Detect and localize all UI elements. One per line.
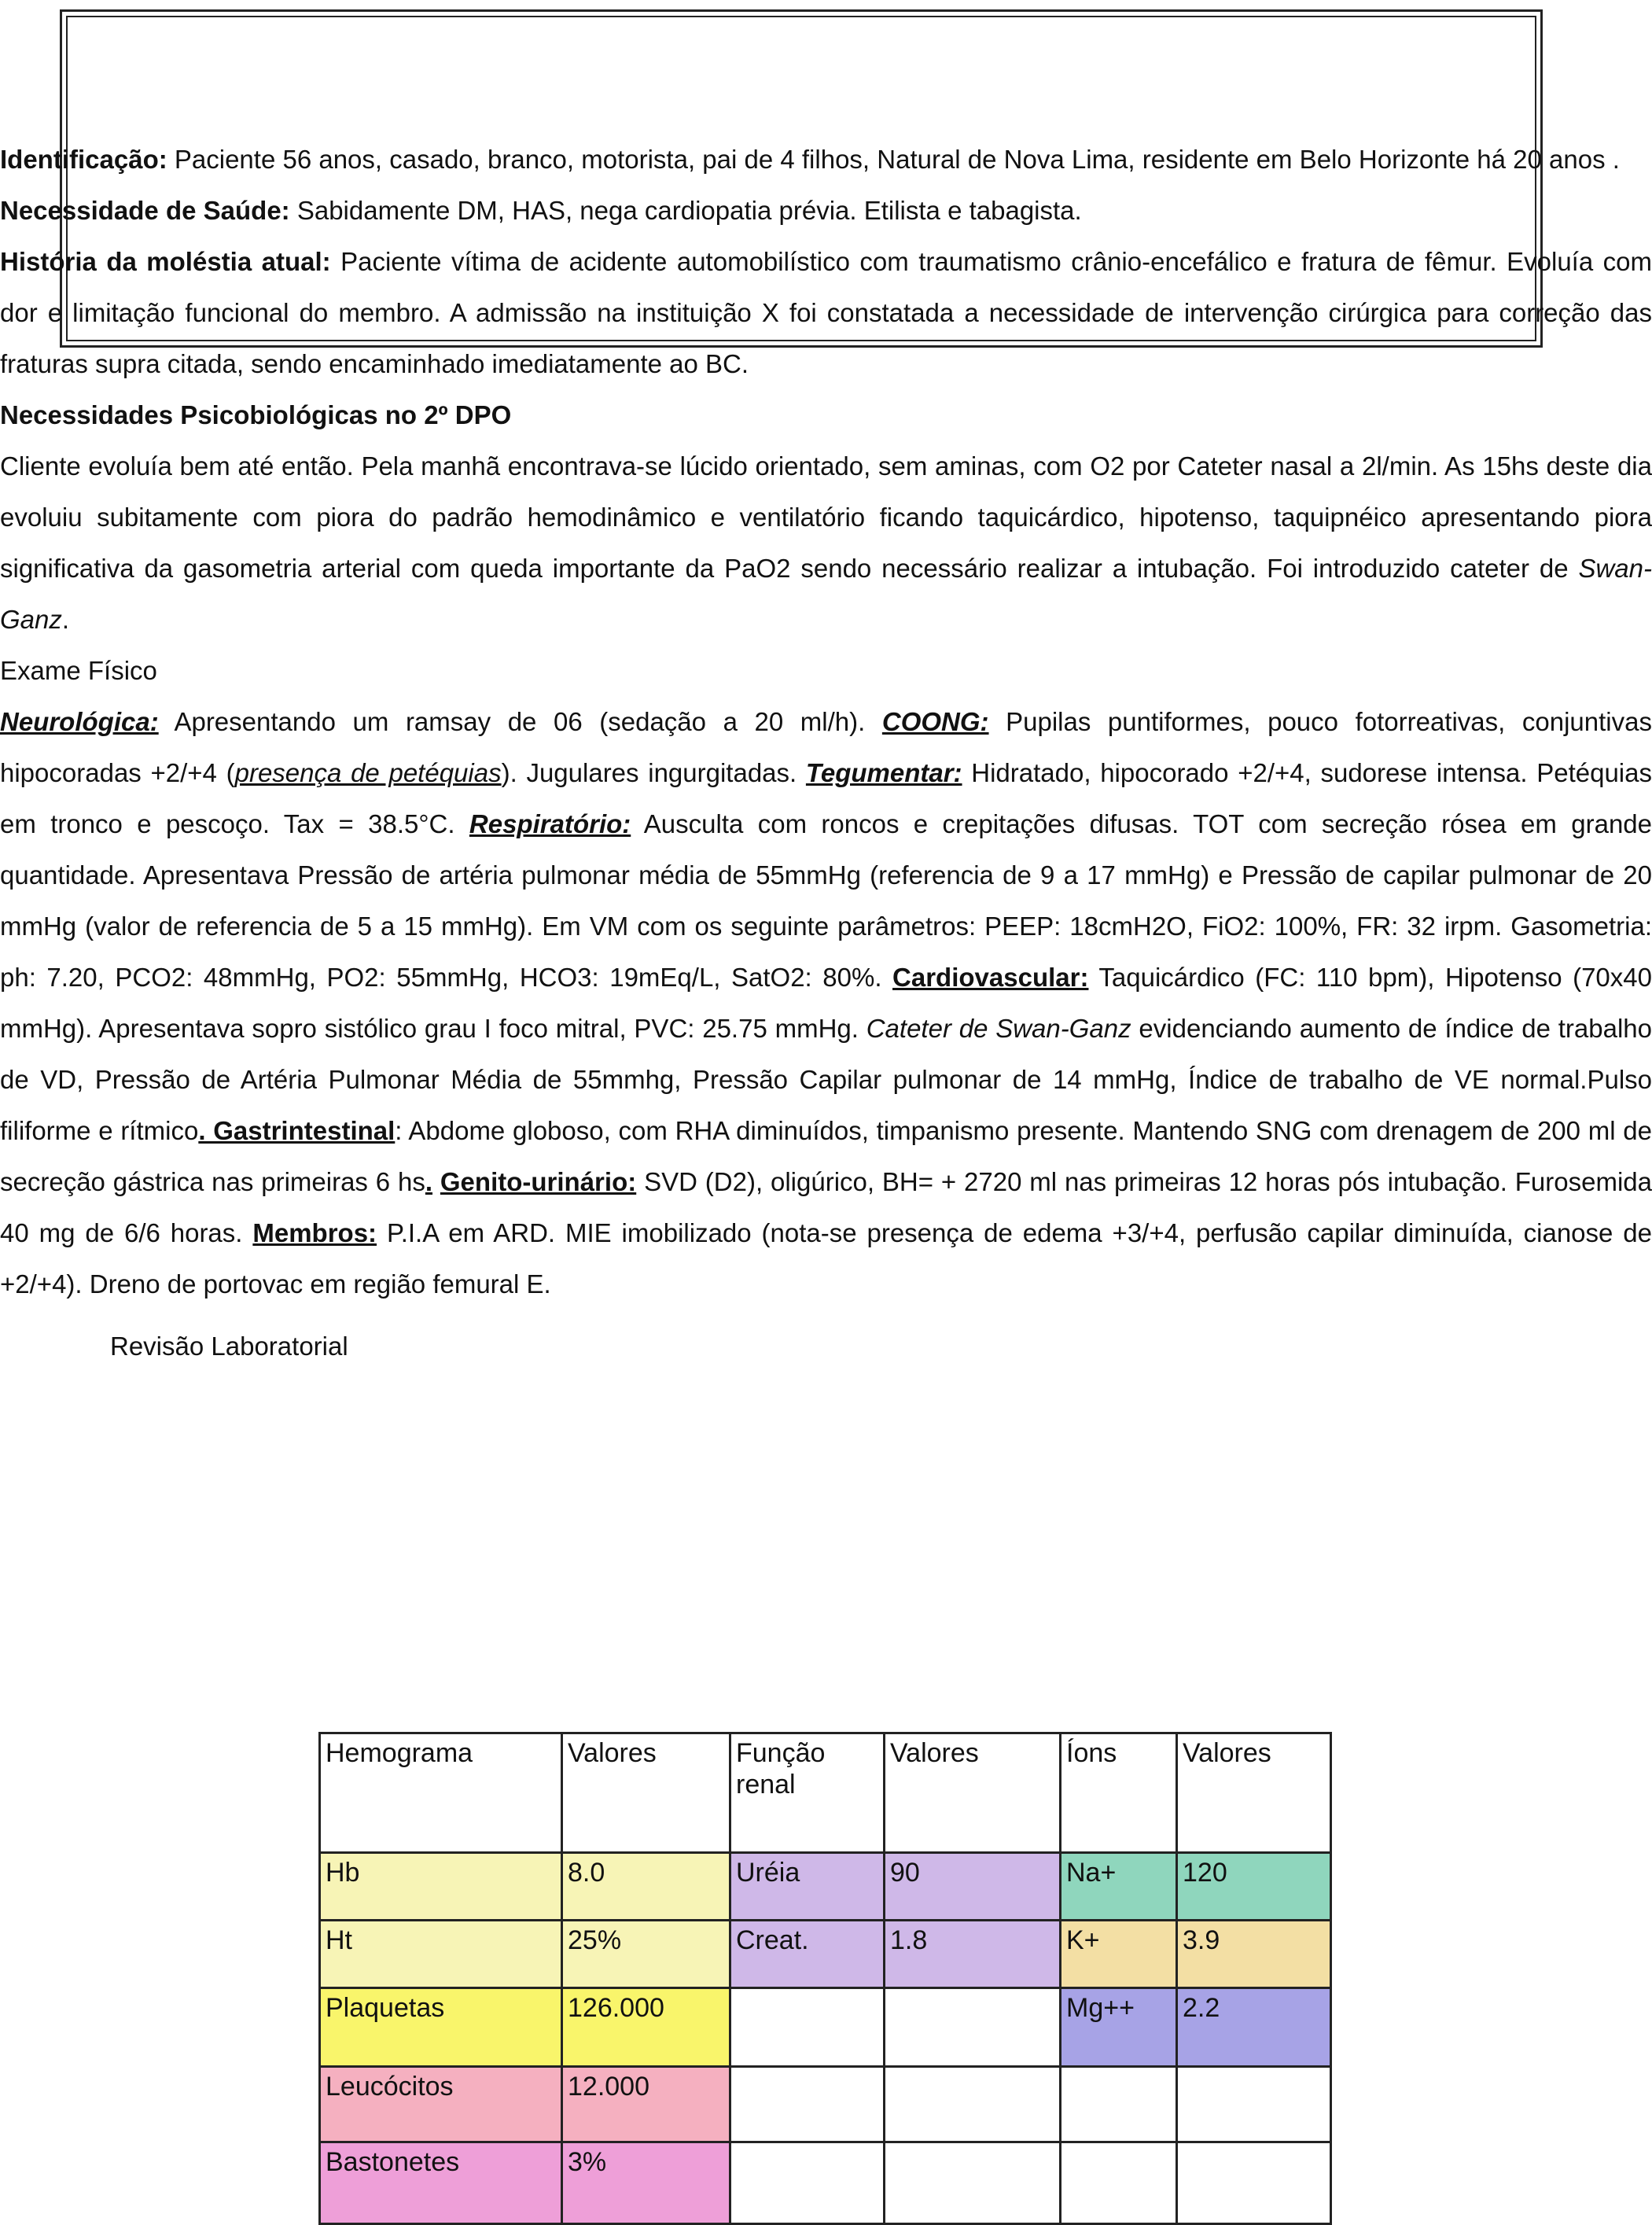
cell-ureia-label: Uréia — [730, 1853, 885, 1921]
cell-k-value: 3.9 — [1177, 1921, 1331, 1988]
coong-petequias: presença de petéquias — [234, 758, 502, 787]
respiratorio-label: Respiratório: — [469, 809, 631, 838]
header-valores-3: Valores — [1177, 1733, 1331, 1853]
psico-swan-ganz: Swan-Ganz — [0, 554, 1652, 634]
cell-bastonetes-label: Bastonetes — [320, 2142, 562, 2224]
cell-empty — [885, 1988, 1061, 2067]
cardiovascular-text: Taquicárdico (FC: 110 bpm), Hipotenso (70x40 mmHg). Apresentava sopro sistólico grau I foco mitral, PVC: 25.75 mmHg. — [0, 963, 1652, 1043]
historia-label: História da moléstia atual: — [0, 247, 331, 276]
cell-empty — [730, 2142, 885, 2224]
psico-text: Cliente evoluía bem até então. Pela manhã encontrava-se lúcido orientado, sem aminas, com O2 por Cateter nasal a 2l/min. As 15hs deste dia evoluiu subitamente com piora do padrão hemodinâmico e ventilatório ficando taquicárdico, hipotenso, taquipnéico apresentando piora significativa da gasometria arterial com queda importante da PaO2 sendo necessário realizar a intubação. Foi introduzido cateter de — [0, 451, 1652, 583]
identificacao-label: Identificação: — [0, 145, 167, 174]
cell-mg-value: 2.2 — [1177, 1988, 1331, 2067]
cell-ht-label: Ht — [320, 1921, 562, 1988]
cell-hb-label: Hb — [320, 1853, 562, 1921]
cell-plaquetas-label: Plaquetas — [320, 1988, 562, 2067]
psico-end: . — [61, 605, 70, 634]
cell-empty — [730, 1988, 885, 2067]
gastrintestinal-end: . — [425, 1167, 433, 1196]
genito-urinario-text: SVD (D2), oligúrico, BH= + 2720 ml nas primeiras 12 horas pós intubação. Furosemida 40 mg de 6/6 horas. — [0, 1167, 1652, 1247]
lab-row-plaquetas — [320, 1988, 1331, 2067]
lab-table — [318, 1732, 1332, 2225]
tegumentar-text: Hidratado, hipocorado +2/+4, sudorese intensa. Petéquias em tronco e pescoço. Tax = 38.5°C. — [0, 758, 1652, 838]
coong-text: Pupilas puntiformes, pouco fotorreativas, conjuntivas hipocoradas +2/+4 ( — [0, 707, 1652, 787]
revisao-laboratorial-title — [0, 1321, 1652, 1372]
necessidade-saude-label: Necessidade de Saúde: — [0, 196, 290, 225]
psico-heading — [0, 389, 1652, 440]
header-valores-1: Valores — [562, 1733, 730, 1853]
header-ions: Íons — [1061, 1733, 1177, 1853]
cell-na-label: Na+ — [1061, 1853, 1177, 1921]
coong-end: ). Jugulares ingurgitadas. — [501, 758, 806, 787]
necessidade-saude-text: Sabidamente DM, HAS, nega cardiopatia prévia. Etilista e tabagista. — [289, 196, 1082, 225]
neuro-text: Apresentando um ramsay de 06 (sedação a 20 ml/h). — [158, 707, 882, 736]
historia-text: Paciente vítima de acidente automobilístico com traumatismo crânio-encefálico e fratura de fêmur. Evoluía com dor e limitação funcional do membro. A admissão na instituição X foi constatada a necessidade de intervenção cirúrgica para correção das fraturas supra citada, sendo encaminhado imediatamente ao BC. — [0, 247, 1652, 378]
cell-empty — [885, 2067, 1061, 2142]
cell-empty — [1061, 2142, 1177, 2224]
cell-empty — [730, 2067, 885, 2142]
cell-empty — [1177, 2067, 1331, 2142]
header-valores-2: Valores — [885, 1733, 1061, 1853]
cell-plaquetas-value: 126.000 — [562, 1988, 730, 2067]
coong-label: COONG: — [881, 707, 989, 736]
lab-row-ht — [320, 1921, 1331, 1988]
gastrintestinal-label: . Gastrintestinal — [198, 1116, 396, 1145]
cell-leucocitos-value: 12.000 — [562, 2067, 730, 2142]
cell-hb-value: 8.0 — [562, 1853, 730, 1921]
genito-urinario-label: Genito-urinário: — [440, 1167, 637, 1196]
cell-leucocitos-label: Leucócitos — [320, 2067, 562, 2142]
psico-heading-text: Necessidades Psicobiológicas no 2º DPO — [0, 400, 512, 429]
lab-row-hb — [320, 1853, 1331, 1921]
exame-fisico-heading — [0, 645, 1652, 696]
cell-bastonetes-value: 3% — [562, 2142, 730, 2224]
cell-ureia-value: 90 — [885, 1853, 1061, 1921]
cell-ht-value: 25% — [562, 1921, 730, 1988]
cell-empty — [1177, 2142, 1331, 2224]
lab-header-row — [320, 1733, 1331, 1853]
psico-paragraph — [0, 440, 1652, 645]
cardio-swan-ganz: Cateter de Swan-Ganz — [866, 1014, 1131, 1043]
membros-label: Membros: — [252, 1218, 377, 1247]
cardiovascular-text-2: evidenciando aumento de índice de trabalho de VD, Pressão de Artéria Pulmonar Média de 55mmhg, Pressão Capilar pulmonar de 14 mmHg, Índice de trabalho de VE normal.Pulso filiforme e rítmico — [0, 1014, 1652, 1145]
neuro-label: Neurológica: — [0, 707, 159, 736]
historia-paragraph — [0, 236, 1652, 389]
membros-text: P.I.A em ARD. MIE imobilizado (nota-se presença de edema +3/+4, perfusão capilar diminuída, cianose de +2/+4). Dreno de portovac em região femural E. — [0, 1218, 1652, 1299]
case-document — [0, 134, 1652, 1372]
header-funcao-renal: Função renal — [730, 1733, 885, 1853]
gastrintestinal-text: : Abdome globoso, com RHA diminuídos, timpanismo presente. Mantendo SNG com drenagem de 200 ml de secreção gástrica nas primeiras 6 hs — [0, 1116, 1652, 1196]
identificacao-paragraph — [0, 134, 1652, 185]
necessidade-saude-paragraph — [0, 185, 1652, 236]
exam-paragraph — [0, 696, 1652, 1310]
lab-row-leucocitos — [320, 2067, 1331, 2142]
cell-k-label: K+ — [1061, 1921, 1177, 1988]
cell-creat-label: Creat. — [730, 1921, 885, 1988]
cell-empty — [885, 2142, 1061, 2224]
lab-row-bastonetes — [320, 2142, 1331, 2224]
cardiovascular-label: Cardiovascular: — [892, 963, 1089, 992]
cell-na-value: 120 — [1177, 1853, 1331, 1921]
cell-creat-value: 1.8 — [885, 1921, 1061, 1988]
identificacao-text: Paciente 56 anos, casado, branco, motorista, pai de 4 filhos, Natural de Nova Lima, residente em Belo Horizonte há 20 anos . — [167, 145, 1620, 174]
cell-mg-label: Mg++ — [1061, 1988, 1177, 2067]
tegumentar-label: Tegumentar: — [805, 758, 962, 787]
cell-empty — [1061, 2067, 1177, 2142]
header-hemograma: Hemograma — [320, 1733, 562, 1853]
revisao-laboratorial-text: Revisão Laboratorial — [110, 1332, 348, 1361]
exame-fisico-text: Exame Físico — [0, 656, 157, 685]
respiratorio-text: Ausculta com roncos e crepitações difusas. TOT com secreção rósea em grande quantidade. Apresentava Pressão de artéria pulmonar média de 55mmHg (referencia de 9 a 17 mmHg) e Pressão de capilar pulmonar de 20 mmHg (valor de referencia de 5 a 15 mmHg). Em VM com os seguinte parâmetros: PEEP: 18cmH2O, FiO2: 100%, FR: 32 irpm. Gasometria: ph: 7.20, PCO2: 48mmHg, PO2: 55mmHg, HCO3: 19mEq/L, SatO2: 80%. — [0, 809, 1652, 992]
